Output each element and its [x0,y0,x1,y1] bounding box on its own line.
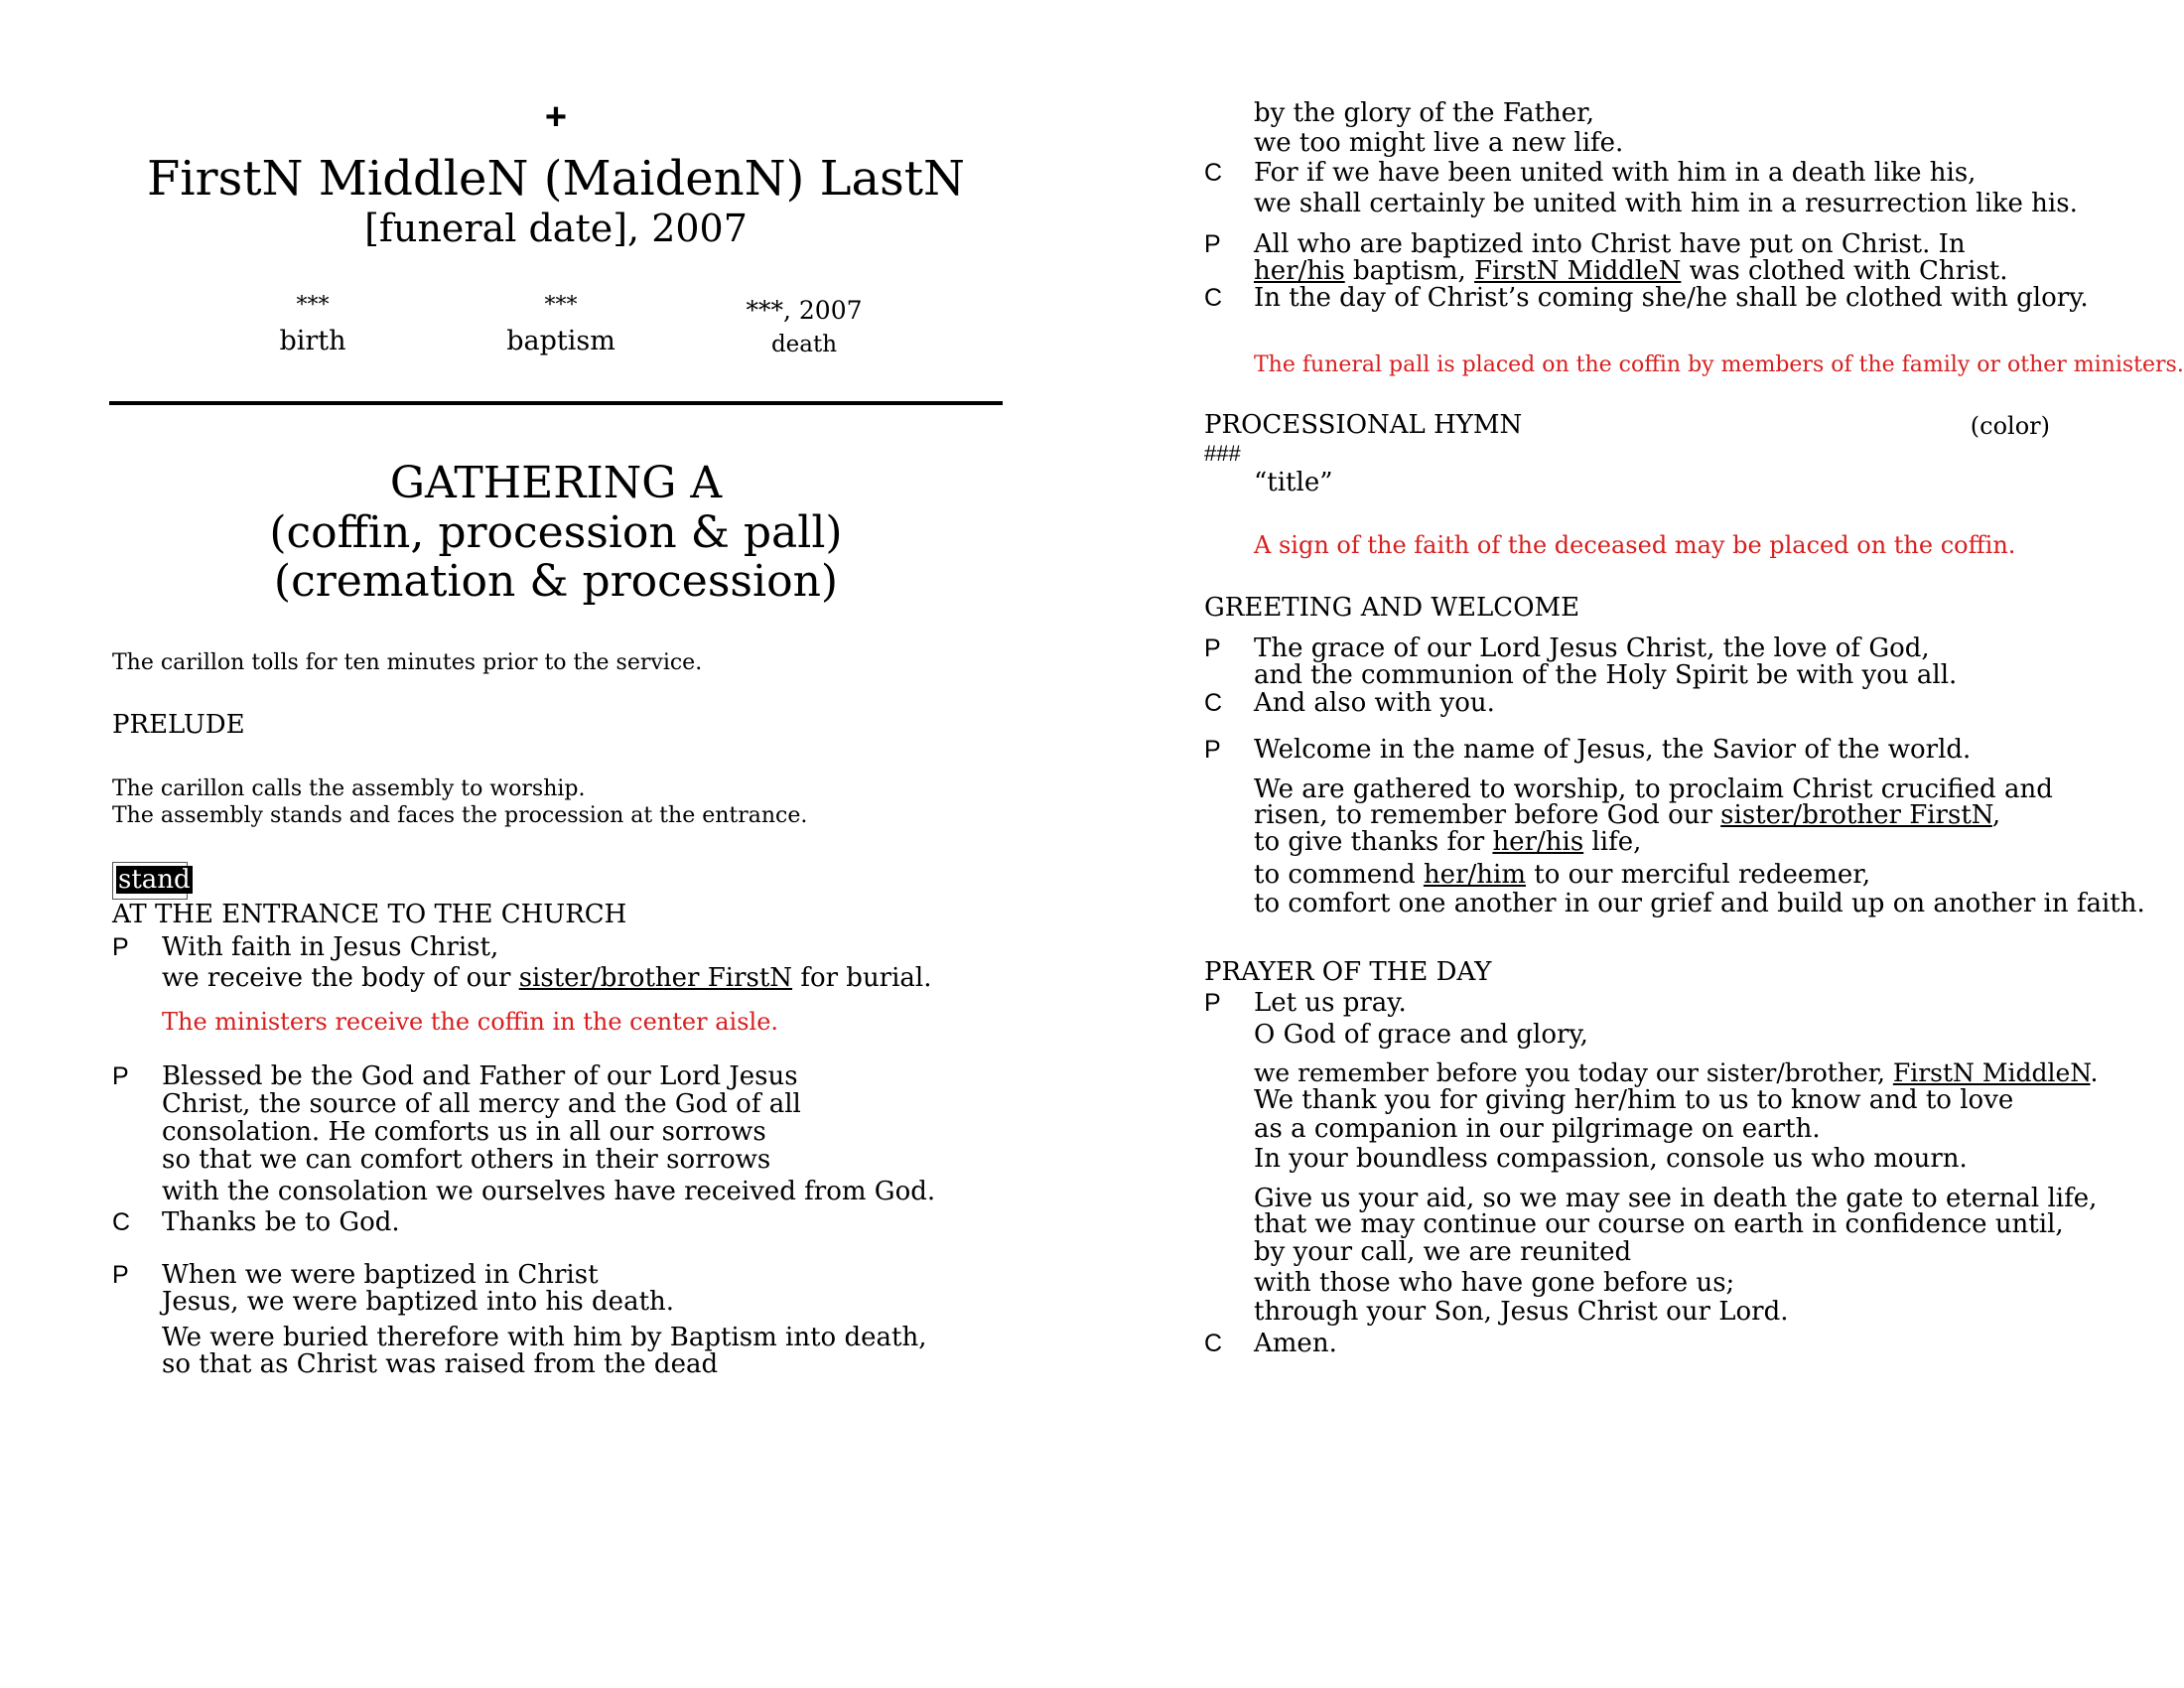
birth-value: *** [296,293,330,318]
entrance-heading: AT THE ENTRANCE TO THE CHURCH [112,900,627,929]
dialogue-line: through your Son, Jesus Christ our Lord. [1254,1297,1789,1327]
speaker-p: P [112,933,129,961]
dialogue-line: we too might live a new life. [1254,128,1624,158]
speaker-p: P [1204,230,1221,258]
dialogue-line: Blessed be the God and Father of our Lord Jesus [162,1061,798,1091]
death-value: ***, 2007 [746,296,863,325]
dialogue-line: In your boundless compassion, console us who mourn. [1254,1144,1968,1174]
speaker-c: C [1204,159,1223,187]
gathering-subtitle-2: (cremation & procession) [273,556,839,607]
rubric-pall: The funeral pall is placed on the coffin by members of the family or other ministers. [1254,352,2184,377]
prayer-heading: PRAYER OF THE DAY [1204,957,1492,987]
speaker-c: C [112,1208,131,1236]
fill-in-pronoun: her/him [1423,860,1526,890]
carillon-tolls-rubric: The carillon tolls for ten minutes prior to the service. [112,650,703,675]
dialogue-line: by the glory of the Father, [1254,98,1595,128]
dialogue-line: O God of grace and glory, [1254,1020,1588,1050]
fill-in-pronoun: her/his [1492,827,1584,857]
dialogue-line: so that we can comfort others in their sorrows [162,1145,771,1175]
dialogue-line: and the communion of the Holy Spirit be with you all. [1254,660,1958,690]
stand-marker [112,862,191,900]
dialogue-line: as a companion in our pilgrimage on earth. [1254,1114,1821,1144]
birth-label: birth [279,326,346,356]
speaker-p: P [1204,736,1221,764]
dialogue-line: Welcome in the name of Jesus, the Savior of the world. [1254,735,1972,765]
dialogue-line: With faith in Jesus Christ, [162,932,499,962]
processional-heading: PROCESSIONAL HYMN [1204,410,1523,440]
prelude-heading: PRELUDE [112,710,245,740]
death-label: death [770,332,838,357]
dialogue-line: so that as Christ was raised from the dead [162,1349,719,1379]
dialogue-line: her/his baptism, FirstN MiddleN was clothed with Christ. [1254,256,2008,286]
speaker-p: P [1204,989,1221,1017]
dialogue-line: to give thanks for her/his life, [1254,827,1642,857]
baptism-label: baptism [506,326,615,356]
dialogue-line: We are gathered to worship, to proclaim Christ crucified and [1254,774,2053,804]
hymn-title: “title” [1254,468,1333,497]
processional-color: (color) [1970,412,2050,440]
dialogue-line: to commend her/him to our merciful redeemer, [1254,860,1871,890]
dialogue-line: we receive the body of our sister/brother FirstN for burial. [162,963,932,993]
fill-in-name: sister/brother FirstN [1720,800,1992,830]
dialogue-line: with those who have gone before us; [1254,1268,1735,1298]
stand-label: stand [118,865,191,895]
gathering-subtitle-1: (coffin, procession & pall) [269,507,843,558]
greeting-heading: GREETING AND WELCOME [1204,593,1580,623]
dialogue-line: Thanks be to God. [162,1207,400,1237]
speaker-c: C [1204,689,1223,717]
fill-in-pronoun: her/his [1254,256,1345,286]
rubric-sign: A sign of the faith of the deceased may be placed on the coffin. [1254,531,2016,559]
dialogue-line: that we may continue our course on earth in confidence until, [1254,1209,2064,1239]
fill-in-name: FirstN MiddleN [1892,1058,2091,1087]
speaker-p: P [1204,634,1221,662]
speaker-p: P [112,1062,129,1090]
dialogue-line: Give us your aid, so we may see in death the gate to eternal life, [1254,1184,2098,1213]
dialogue-line: risen, to remember before God our sister/brother FirstN, [1254,800,2001,830]
assembly-stands-rubric: The assembly stands and faces the procession at the entrance. [112,803,808,828]
dialogue-line: to comfort one another in our grief and build up on another in faith. [1254,889,2145,918]
dialogue-line: Jesus, we were baptized into his death. [162,1287,675,1317]
dialogue-line: we remember before you today our sister/brother, FirstN MiddleN. [1254,1058,2099,1087]
header-divider [109,401,1003,405]
funeral-date: [funeral date], 2007 [364,207,748,250]
speaker-c: C [1204,284,1223,312]
baptism-value: *** [544,293,578,318]
dialogue-line: When we were baptized in Christ [162,1260,599,1290]
dialogue-line: In the day of Christ’s coming she/he shall be clothed with glory. [1254,283,2089,313]
fill-in-name: sister/brother FirstN [518,963,793,993]
cross-icon: + [544,96,568,138]
dialogue-line: We thank you for giving her/him to us to know and to love [1254,1085,2014,1115]
speaker-p: P [112,1261,129,1289]
dialogue-line: And also with you. [1254,688,1495,718]
hymn-number: ### [1204,441,1241,466]
dialogue-line: Amen. [1254,1329,1337,1358]
dialogue-line: with the consolation we ourselves have received from God. [162,1177,936,1206]
dialogue-line: The grace of our Lord Jesus Christ, the love of God, [1254,633,1930,663]
dialogue-line: For if we have been united with him in a death like his, [1254,158,1977,188]
carillon-calls-rubric: The carillon calls the assembly to worship. [112,776,586,801]
gathering-title: GATHERING A [389,458,723,508]
deceased-name: FirstN MiddleN (MaidenN) LastN [146,151,966,207]
dialogue-line: All who are baptized into Christ have put on Christ. In [1254,229,1966,259]
fill-in-name: FirstN MiddleN [1474,256,1682,286]
dialogue-line: by your call, we are reunited [1254,1237,1632,1267]
speaker-c: C [1204,1330,1223,1357]
dialogue-line: we shall certainly be united with him in a resurrection like his. [1254,189,2078,218]
rubric-coffin: The ministers receive the coffin in the center aisle. [162,1008,779,1036]
dialogue-line: Let us pray. [1254,988,1407,1018]
dialogue-line: Christ, the source of all mercy and the God of all [162,1089,801,1119]
dialogue-line: We were buried therefore with him by Baptism into death, [162,1323,927,1352]
dialogue-line: consolation. He comforts us in all our sorrows [162,1117,766,1147]
